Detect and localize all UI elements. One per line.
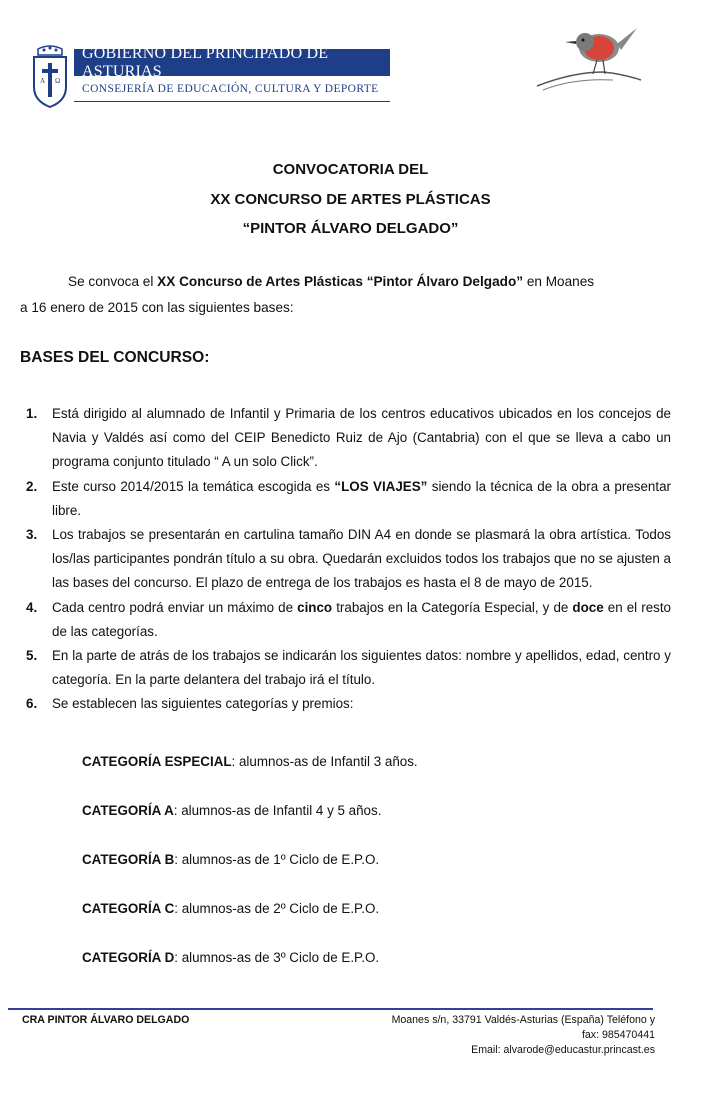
category-c [82, 901, 379, 916]
category-b [82, 852, 379, 867]
item-text: Este curso 2014/2015 la temática escogida es [52, 478, 335, 494]
robin-bird-icon [533, 22, 645, 94]
list-item [26, 644, 671, 692]
asturias-coat-of-arms-icon [30, 43, 70, 109]
max-special: cinco [297, 599, 333, 615]
intro-text-end: en Moanes [523, 274, 595, 289]
list-item [26, 692, 671, 716]
category-name: CATEGORÍA B [82, 852, 175, 867]
category-name: CATEGORÍA A [82, 803, 174, 818]
item-text: Los trabajos se presentarán en cartulina tamaño DIN A4 en donde se plasmará la obra artística. Todos los/las participantes pondrán título a su obra. Quedarán excluidos todos los trabajos que no se ajusten a las bases del concurso. El plazo de entrega de los trabajos es hasta el 8 de mayo de 2015. [52, 527, 671, 591]
item-text-end: en el resto de las categorías. [52, 599, 671, 639]
theme-name: “LOS VIAJES” [334, 478, 428, 494]
item-number: 3. [26, 527, 38, 543]
intro-contest-name: XX Concurso de Artes Plásticas “Pintor Álvaro Delgado” [157, 274, 524, 289]
footer-address: Moanes s/n, 33791 Valdés-Asturias (España) Teléfono y [391, 1014, 655, 1026]
category-desc: : alumnos-as de 3º Ciclo de E.P.O. [174, 950, 380, 965]
intro-line-1 [68, 270, 594, 294]
category-desc: : alumnos-as de 1º Ciclo de E.P.O. [174, 852, 380, 867]
title-line-2: XX CONCURSO DE ARTES PLÁSTICAS [210, 191, 491, 208]
category-name: CATEGORÍA ESPECIAL [82, 754, 232, 769]
item-text: En la parte de atrás de los trabajos se indicarán los siguientes datos: nombre y apellidos, edad, centro y categoría. En la parte delantera del trabajo irá el título. [52, 648, 671, 688]
footer-email: Email: alvarode@educastur.princast.es [471, 1044, 655, 1056]
bases-list [26, 402, 671, 717]
footer-school-name: CRA PINTOR ÁLVARO DELGADO [22, 1014, 190, 1026]
category-desc: : alumnos-as de Infantil 4 y 5 años. [173, 803, 382, 818]
item-text: Se establecen las siguientes categorías y premios: [52, 696, 354, 712]
category-especial [82, 754, 418, 769]
item-number: 5. [26, 648, 38, 664]
svg-text:Ω: Ω [55, 77, 61, 85]
intro-text: Se convoca el [68, 274, 158, 289]
intro-line-2: a 16 enero de 2015 con las siguientes bases: [20, 300, 294, 315]
item-number: 6. [26, 696, 38, 712]
footer-fax: fax: 985470441 [581, 1029, 655, 1041]
org-name-banner: GOBIERNO DEL PRINCIPADO DE ASTURIAS [74, 49, 390, 76]
title-line-1: CONVOCATORIA DEL [272, 161, 429, 178]
item-number: 1. [26, 406, 38, 421]
item-text: Está dirigido al alumnado de Infantil y Primaria de los centros educativos ubicados en los concejos de Navia y Valdés así como del CEIP Benedicto Ruiz de Ajo (Cantabria) con el que se lleva a cabo un programa conjunto titulado “ A un solo Click”. [52, 406, 671, 470]
category-desc: : alumnos-as de 2º Ciclo de E.P.O. [174, 901, 380, 916]
category-desc: : alumnos-as de Infantil 3 años. [231, 754, 418, 769]
item-text-end: siendo la técnica de la obra a presentar libre. [52, 478, 671, 518]
footer-divider [8, 1008, 653, 1010]
category-a [82, 803, 381, 818]
header-divider [74, 101, 390, 102]
list-item [26, 402, 671, 475]
bases-heading: BASES DEL CONCURSO: [20, 349, 210, 366]
list-item [26, 475, 671, 523]
category-name: CATEGORÍA C [82, 901, 175, 916]
footer-contact [330, 1013, 655, 1058]
item-number: 2. [26, 478, 38, 494]
item-text: Cada centro podrá enviar un máximo de [52, 599, 298, 615]
category-name: CATEGORÍA D [82, 950, 175, 965]
list-item [26, 523, 671, 596]
item-text-mid: trabajos en la Categoría Especial, y de [332, 599, 573, 615]
title-line-3: “PINTOR ÁLVARO DELGADO” [242, 220, 459, 237]
max-other: doce [572, 599, 604, 615]
svg-text:A: A [40, 77, 46, 85]
category-d [82, 950, 379, 965]
item-number: 4. [26, 599, 38, 615]
list-item [26, 596, 671, 644]
department-name: CONSEJERÍA DE EDUCACIÓN, CULTURA Y DEPORTE [82, 83, 379, 95]
